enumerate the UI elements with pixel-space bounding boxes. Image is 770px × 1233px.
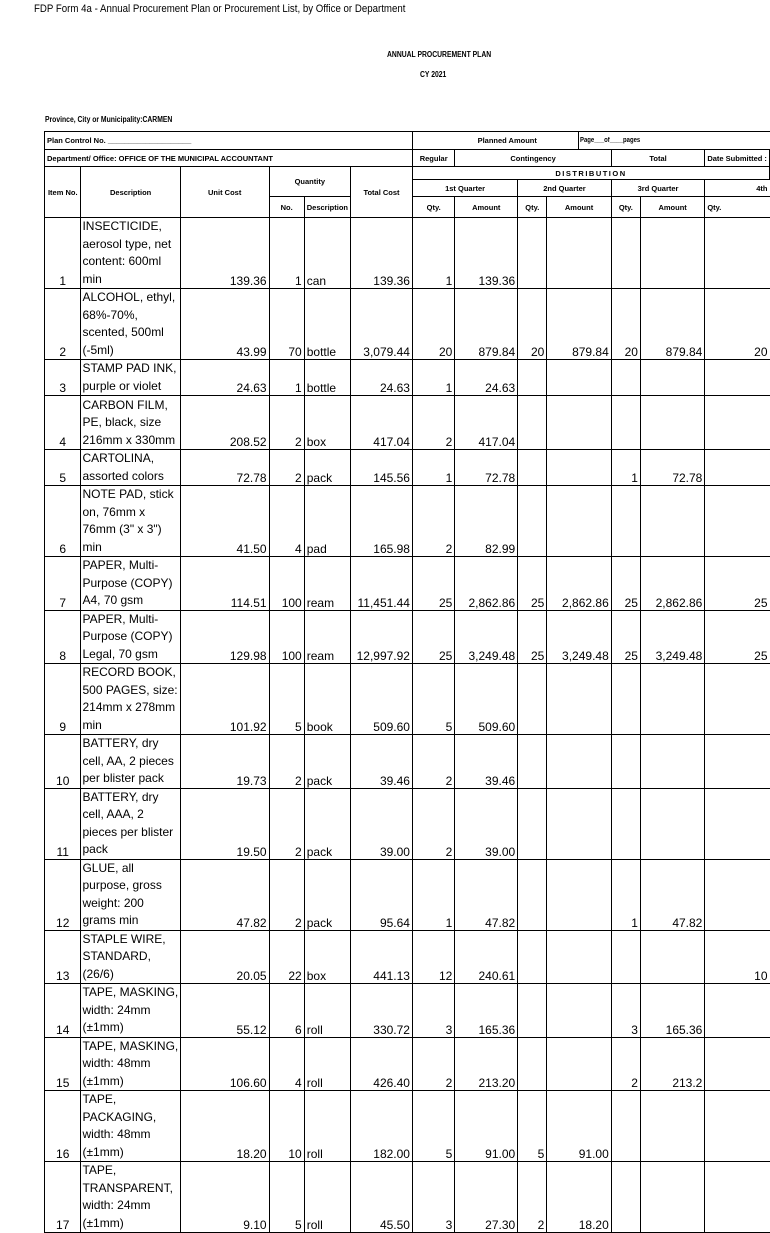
- q2-amount: [547, 396, 611, 450]
- q4-qty-header: Qty.: [705, 197, 770, 218]
- q3-header: 3rd Quarter: [611, 180, 705, 197]
- total-label: Total: [611, 150, 705, 167]
- unit-cost: 43.99: [180, 289, 269, 360]
- total-cost: 441.13: [351, 930, 413, 984]
- qty-no: 6: [269, 984, 304, 1038]
- table-row: [45, 396, 770, 450]
- date-submitted-label: Date Submitted :: [705, 150, 770, 167]
- q3-amount: [640, 1162, 704, 1233]
- q1-amount: 27.30: [455, 1162, 518, 1233]
- q4-qty: [705, 735, 770, 789]
- unit-cost: 19.73: [180, 735, 269, 789]
- quantity-header: Quantity: [269, 167, 350, 197]
- q3-amount: [640, 735, 704, 789]
- unit-cost: 41.50: [180, 486, 269, 557]
- q2-amount: [547, 930, 611, 984]
- distribution-header: DISTRIBUTION: [412, 167, 769, 180]
- q1-amount: 39.46: [455, 735, 518, 789]
- q1-qty: 1: [412, 859, 454, 930]
- q2-qty: 2: [518, 1162, 547, 1233]
- item-no-header: Item No.: [45, 167, 81, 218]
- q1-qty-header: Qty.: [412, 197, 454, 218]
- total-cost: 139.36: [351, 218, 413, 289]
- q1-amount: 213.20: [455, 1037, 518, 1091]
- q3-amount: 3,249.48: [640, 610, 704, 664]
- item-no: 6: [45, 486, 81, 557]
- qty-no: 1: [269, 360, 304, 396]
- item-description: TAPE, PACKAGING, width: 48mm (±1mm): [81, 1091, 180, 1162]
- qty-unit: ream: [304, 610, 350, 664]
- qty-unit: roll: [304, 1162, 350, 1233]
- item-description: BATTERY, dry cell, AAA, 2 pieces per blister pack: [81, 788, 180, 859]
- table-row: [45, 788, 770, 859]
- q4-qty: [705, 396, 770, 450]
- total-cost: 3,079.44: [351, 289, 413, 360]
- qty-unit: pad: [304, 486, 350, 557]
- item-no: 9: [45, 664, 81, 735]
- q4-qty: [705, 1091, 770, 1162]
- table-row: [45, 557, 770, 611]
- q1-qty: 2: [412, 1037, 454, 1091]
- q1-qty: 20: [412, 289, 454, 360]
- q2-qty: [518, 1037, 547, 1091]
- qty-no: 70: [269, 289, 304, 360]
- qty-no: 1: [269, 218, 304, 289]
- total-cost: 509.60: [351, 664, 413, 735]
- qty-unit: roll: [304, 1037, 350, 1091]
- q2-qty: [518, 486, 547, 557]
- q3-amount: 72.78: [640, 450, 704, 486]
- q3-amount: 879.84: [640, 289, 704, 360]
- total-cost: 145.56: [351, 450, 413, 486]
- q3-qty: 25: [611, 610, 640, 664]
- q1-qty: 3: [412, 984, 454, 1038]
- qty-unit: pack: [304, 735, 350, 789]
- q3-amount: [640, 930, 704, 984]
- q4-qty: [705, 788, 770, 859]
- page-counter: Page___of____pages: [580, 137, 641, 144]
- q4-qty: [705, 360, 770, 396]
- item-no: 5: [45, 450, 81, 486]
- q1-qty: 2: [412, 735, 454, 789]
- item-description: NOTE PAD, stick on, 76mm x 76mm (3" x 3") min: [81, 486, 180, 557]
- q4-qty: [705, 859, 770, 930]
- q2-amount: [547, 664, 611, 735]
- qty-no: 2: [269, 788, 304, 859]
- q1-qty: 12: [412, 930, 454, 984]
- qty-unit: bottle: [304, 360, 350, 396]
- q1-qty: 2: [412, 486, 454, 557]
- qty-unit: pack: [304, 859, 350, 930]
- item-no: 13: [45, 930, 81, 984]
- qty-unit: pack: [304, 788, 350, 859]
- q2-qty: 25: [518, 557, 547, 611]
- q1-qty: 5: [412, 664, 454, 735]
- q2-amount: 3,249.48: [547, 610, 611, 664]
- q4-qty: 25: [705, 610, 770, 664]
- item-no: 8: [45, 610, 81, 664]
- qty-no: 10: [269, 1091, 304, 1162]
- q2-qty: 25: [518, 610, 547, 664]
- total-cost: 11,451.44: [351, 557, 413, 611]
- total-cost-header: Total Cost: [351, 167, 413, 218]
- q3-amount: [640, 788, 704, 859]
- qty-no: 2: [269, 396, 304, 450]
- q2-amount: [547, 486, 611, 557]
- q2-amount: [547, 218, 611, 289]
- qty-no: 2: [269, 735, 304, 789]
- unit-cost: 114.51: [180, 557, 269, 611]
- q3-amount: 165.36: [640, 984, 704, 1038]
- table-row: [45, 735, 770, 789]
- unit-cost: 20.05: [180, 930, 269, 984]
- total-cost: 39.46: [351, 735, 413, 789]
- q2-amount: 879.84: [547, 289, 611, 360]
- q2-qty: [518, 218, 547, 289]
- q3-amount: 47.82: [640, 859, 704, 930]
- item-description: TAPE, TRANSPARENT, width: 24mm (±1mm): [81, 1162, 180, 1233]
- unit-cost: 101.92: [180, 664, 269, 735]
- qty-description-header: Description: [304, 197, 350, 218]
- item-no: 11: [45, 788, 81, 859]
- total-cost: 39.00: [351, 788, 413, 859]
- item-no: 2: [45, 289, 81, 360]
- item-description: CARBON FILM, PE, black, size 216mm x 330mm: [81, 396, 180, 450]
- qty-no: 2: [269, 450, 304, 486]
- q2-amount: 91.00: [547, 1091, 611, 1162]
- q2-qty: 5: [518, 1091, 547, 1162]
- regular-label: Regular: [412, 150, 454, 167]
- q3-qty: 2: [611, 1037, 640, 1091]
- item-description: TAPE, MASKING, width: 24mm (±1mm): [81, 984, 180, 1038]
- q2-qty: [518, 930, 547, 984]
- table-header: [45, 132, 770, 218]
- q3-amount: 2,862.86: [640, 557, 704, 611]
- total-cost: 45.50: [351, 1162, 413, 1233]
- item-no: 15: [45, 1037, 81, 1091]
- q3-qty: [611, 360, 640, 396]
- table-body: [45, 218, 770, 1233]
- table-row: [45, 1162, 770, 1233]
- qty-unit: can: [304, 218, 350, 289]
- q3-amount: 213.2: [640, 1037, 704, 1091]
- q1-qty: 3: [412, 1162, 454, 1233]
- total-cost: 330.72: [351, 984, 413, 1038]
- q1-amount: 240.61: [455, 930, 518, 984]
- table-row: [45, 930, 770, 984]
- total-cost: 182.00: [351, 1091, 413, 1162]
- qty-no: 5: [269, 664, 304, 735]
- q1-amount-header: Amount: [455, 197, 518, 218]
- q1-amount: 91.00: [455, 1091, 518, 1162]
- q2-amount-header: Amount: [547, 197, 611, 218]
- table-row: [45, 360, 770, 396]
- qty-no: 2: [269, 859, 304, 930]
- q2-amount: [547, 360, 611, 396]
- qty-unit: ream: [304, 557, 350, 611]
- department-cell: Department/ Office: OFFICE OF THE MUNICIPAL ACCOUNTANT: [45, 150, 413, 167]
- q3-qty: [611, 396, 640, 450]
- item-description: GLUE, all purpose, gross weight: 200 grams min: [81, 859, 180, 930]
- q3-qty: [611, 1091, 640, 1162]
- q1-amount: 82.99: [455, 486, 518, 557]
- q3-amount: [640, 664, 704, 735]
- unit-cost: 9.10: [180, 1162, 269, 1233]
- unit-cost: 139.36: [180, 218, 269, 289]
- q1-amount: 3,249.48: [455, 610, 518, 664]
- qty-unit: pack: [304, 450, 350, 486]
- qty-no: 4: [269, 1037, 304, 1091]
- table-row: [45, 1037, 770, 1091]
- item-description: CARTOLINA, assorted colors: [81, 450, 180, 486]
- total-cost: 426.40: [351, 1037, 413, 1091]
- unit-cost: 55.12: [180, 984, 269, 1038]
- item-description: STAMP PAD INK, purple or violet: [81, 360, 180, 396]
- q3-qty: 25: [611, 557, 640, 611]
- q2-amount: [547, 859, 611, 930]
- total-cost: 417.04: [351, 396, 413, 450]
- q1-qty: 1: [412, 218, 454, 289]
- item-description: BATTERY, dry cell, AA, 2 pieces per blister pack: [81, 735, 180, 789]
- q1-amount: 24.63: [455, 360, 518, 396]
- q2-amount: [547, 984, 611, 1038]
- item-description: PAPER, Multi-Purpose (COPY) Legal, 70 gsm: [81, 610, 180, 664]
- q1-amount: 47.82: [455, 859, 518, 930]
- q2-qty: [518, 859, 547, 930]
- total-cost: 12,997.92: [351, 610, 413, 664]
- table-row: [45, 664, 770, 735]
- q4-qty: 25: [705, 557, 770, 611]
- q2-qty: [518, 664, 547, 735]
- item-description: INSECTICIDE, aerosol type, net content: 600ml min: [81, 218, 180, 289]
- q4-qty: 10: [705, 930, 770, 984]
- q1-amount: 139.36: [455, 218, 518, 289]
- q1-qty: 5: [412, 1091, 454, 1162]
- unit-cost-header: Unit Cost: [180, 167, 269, 218]
- item-no: 16: [45, 1091, 81, 1162]
- qty-no: 100: [269, 610, 304, 664]
- q2-amount: 2,862.86: [547, 557, 611, 611]
- q2-amount: [547, 735, 611, 789]
- unit-cost: 24.63: [180, 360, 269, 396]
- qty-unit: box: [304, 396, 350, 450]
- q3-qty: [611, 930, 640, 984]
- q4-qty: [705, 450, 770, 486]
- q2-header: 2nd Quarter: [518, 180, 612, 197]
- table-row: [45, 218, 770, 289]
- q4-qty: [705, 486, 770, 557]
- q1-amount: 2,862.86: [455, 557, 518, 611]
- item-description: TAPE, MASKING, width: 48mm (±1mm): [81, 1037, 180, 1091]
- table-row: [45, 984, 770, 1038]
- q3-amount: [640, 486, 704, 557]
- item-no: 14: [45, 984, 81, 1038]
- q3-qty: 1: [611, 450, 640, 486]
- total-cost: 24.63: [351, 360, 413, 396]
- q3-qty: [611, 1162, 640, 1233]
- unit-cost: 129.98: [180, 610, 269, 664]
- q1-qty: 2: [412, 396, 454, 450]
- q3-qty: [611, 735, 640, 789]
- q3-amount: [640, 396, 704, 450]
- planned-amount-label: Planned Amount: [412, 132, 769, 150]
- q2-qty: [518, 360, 547, 396]
- item-no: 1: [45, 218, 81, 289]
- unit-cost: 19.50: [180, 788, 269, 859]
- q2-amount: [547, 1037, 611, 1091]
- unit-cost: 72.78: [180, 450, 269, 486]
- q1-qty: 25: [412, 557, 454, 611]
- q1-amount: 72.78: [455, 450, 518, 486]
- table-row: [45, 289, 770, 360]
- total-cost: 95.64: [351, 859, 413, 930]
- item-description: PAPER, Multi-Purpose (COPY) A4, 70 gsm: [81, 557, 180, 611]
- q3-qty: 20: [611, 289, 640, 360]
- contingency-label: Contingency: [455, 150, 611, 167]
- q3-qty: [611, 218, 640, 289]
- q1-qty: 25: [412, 610, 454, 664]
- q3-qty: [611, 788, 640, 859]
- qty-no-header: No.: [269, 197, 304, 218]
- unit-cost: 47.82: [180, 859, 269, 930]
- q4-qty: [705, 984, 770, 1038]
- table-row: [45, 1091, 770, 1162]
- table-row: [45, 610, 770, 664]
- plan-title: ANNUAL PROCUREMENT PLAN: [387, 50, 492, 59]
- q1-amount: 509.60: [455, 664, 518, 735]
- item-no: 12: [45, 859, 81, 930]
- q3-amount: [640, 218, 704, 289]
- q3-qty: [611, 486, 640, 557]
- page-divider: [578, 131, 579, 149]
- q4-qty: 20: [705, 289, 770, 360]
- form-title: FDP Form 4a - Annual Procurement Plan or Procurement List, by Office or Department: [34, 3, 406, 15]
- item-description: RECORD BOOK, 500 PAGES, size: 214mm x 278mm min: [81, 664, 180, 735]
- qty-unit: roll: [304, 984, 350, 1038]
- qty-unit: roll: [304, 1091, 350, 1162]
- q1-amount: 417.04: [455, 396, 518, 450]
- unit-cost: 18.20: [180, 1091, 269, 1162]
- item-no: 7: [45, 557, 81, 611]
- item-description: ALCOHOL, ethyl, 68%-70%, scented, 500ml (-5ml): [81, 289, 180, 360]
- unit-cost: 106.60: [180, 1037, 269, 1091]
- plan-control-cell: Plan Control No. ____________________: [45, 132, 413, 150]
- item-no: 17: [45, 1162, 81, 1233]
- description-header: Description: [81, 167, 180, 218]
- q4-header: 4th: [705, 180, 770, 197]
- q3-qty: 3: [611, 984, 640, 1038]
- qty-no: 4: [269, 486, 304, 557]
- qty-no: 5: [269, 1162, 304, 1233]
- q2-qty: [518, 735, 547, 789]
- q3-qty: 1: [611, 859, 640, 930]
- q1-qty: 2: [412, 788, 454, 859]
- q3-amount: [640, 360, 704, 396]
- q1-qty: 1: [412, 360, 454, 396]
- q1-amount: 39.00: [455, 788, 518, 859]
- q4-qty: [705, 1037, 770, 1091]
- q4-qty: [705, 664, 770, 735]
- q3-amount: [640, 1091, 704, 1162]
- item-description: STAPLE WIRE, STANDARD, (26/6): [81, 930, 180, 984]
- table-row: [45, 450, 770, 486]
- q4-qty: [705, 218, 770, 289]
- q4-qty: [705, 1162, 770, 1233]
- qty-no: 100: [269, 557, 304, 611]
- item-no: 4: [45, 396, 81, 450]
- qty-unit: box: [304, 930, 350, 984]
- q3-amount-header: Amount: [640, 197, 704, 218]
- q1-amount: 165.36: [455, 984, 518, 1038]
- q2-qty: [518, 450, 547, 486]
- q3-qty: [611, 664, 640, 735]
- item-no: 3: [45, 360, 81, 396]
- q2-qty-header: Qty.: [518, 197, 547, 218]
- q1-amount: 879.84: [455, 289, 518, 360]
- q3-qty-header: Qty.: [611, 197, 640, 218]
- total-cost: 165.98: [351, 486, 413, 557]
- q2-qty: [518, 396, 547, 450]
- procurement-table: [44, 131, 770, 1233]
- item-no: 10: [45, 735, 81, 789]
- qty-unit: bottle: [304, 289, 350, 360]
- unit-cost: 208.52: [180, 396, 269, 450]
- q2-amount: [547, 788, 611, 859]
- q2-amount: 18.20: [547, 1162, 611, 1233]
- q2-qty: [518, 984, 547, 1038]
- q1-header: 1st Quarter: [412, 180, 517, 197]
- q2-qty: 20: [518, 289, 547, 360]
- table-row: [45, 486, 770, 557]
- plan-year: CY 2021: [420, 70, 447, 79]
- table-row: [45, 859, 770, 930]
- qty-no: 22: [269, 930, 304, 984]
- q2-qty: [518, 788, 547, 859]
- q1-qty: 1: [412, 450, 454, 486]
- qty-unit: book: [304, 664, 350, 735]
- province-label: Province, City or Municipality:CARMEN: [45, 115, 173, 124]
- q2-amount: [547, 450, 611, 486]
